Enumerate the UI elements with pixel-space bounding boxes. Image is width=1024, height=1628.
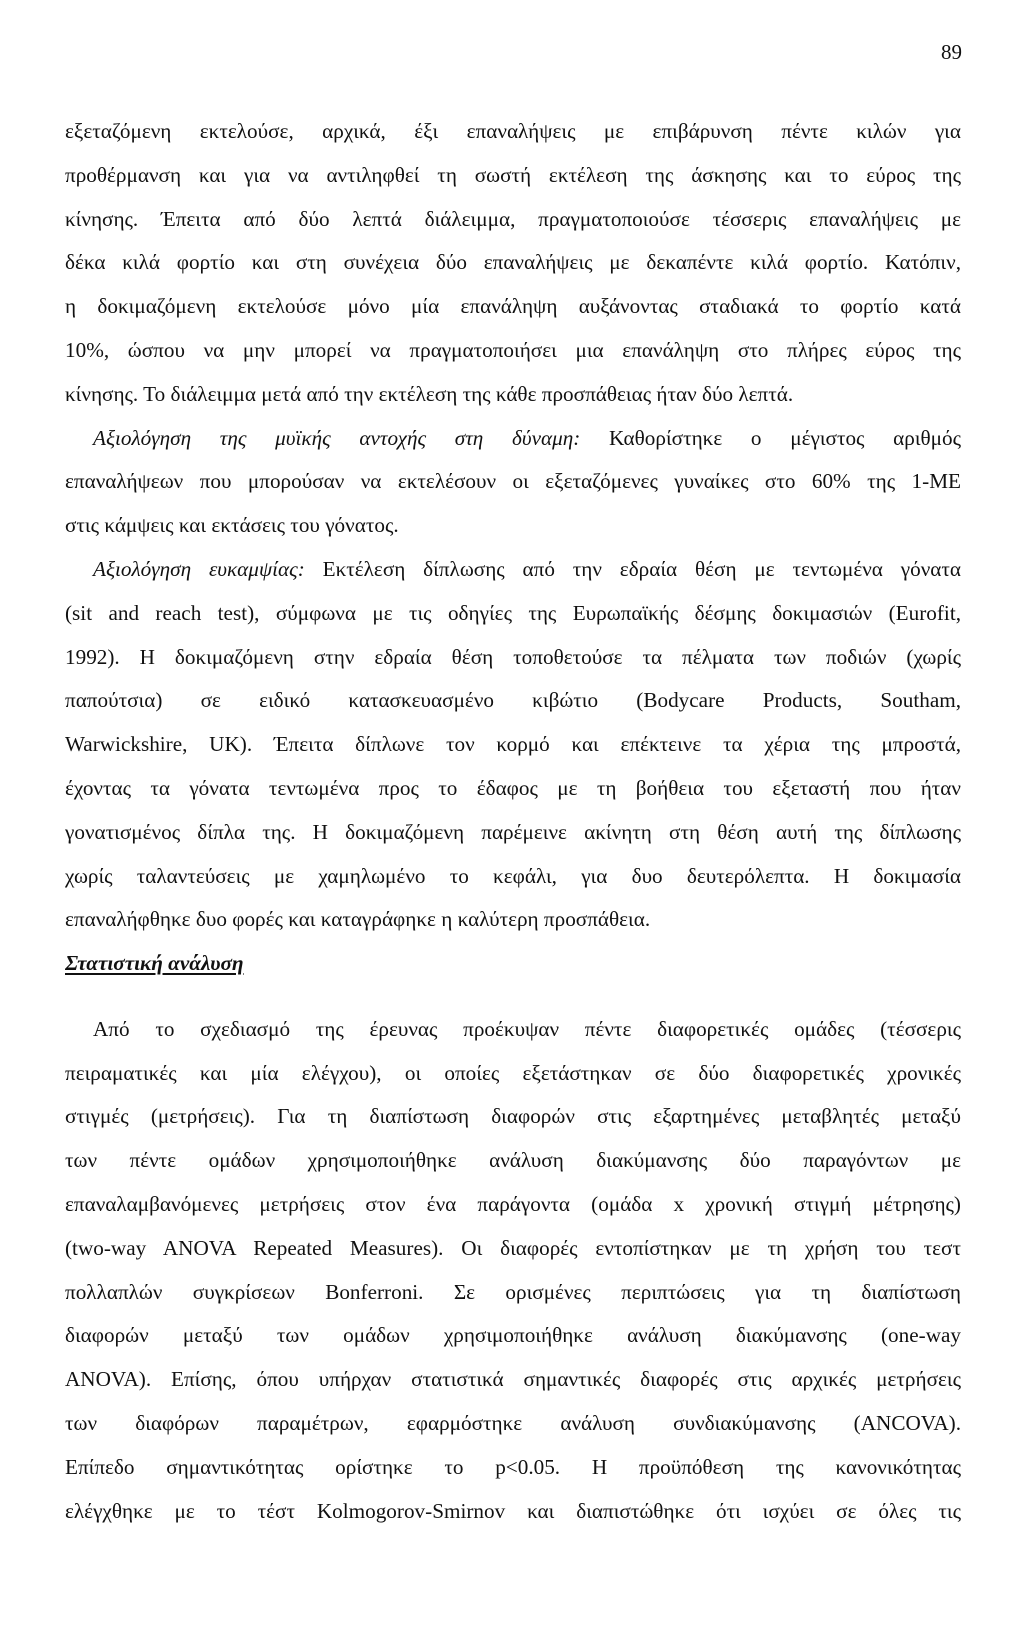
paragraph-lead-label: Αξιολόγηση ευκαμψίας:: [93, 556, 305, 581]
section-statistical-analysis: [65, 942, 961, 1533]
text-line: διαφορών μεταξύ των ομάδων χρησιμοποιήθηκε ανάλυση διακύμανσης (one-way: [65, 1323, 961, 1348]
text-line: ANOVA). Επίσης, όπου υπήρχαν στατιστικά σημαντικές διαφορές στις αρχικές μετρήσεις: [65, 1367, 961, 1392]
text-line: πειραματικές και μία ελέγχου), οι οποίες εξετάστηκαν σε δύο διαφορετικές χρονικές: [65, 1060, 961, 1085]
text-line: επαναλήψεων που μπορούσαν να εκτελέσουν οι εξεταζόμενες γυναίκες στο 60% της 1-ΜΕ: [65, 469, 961, 494]
paragraph-muscular-endurance: [65, 417, 961, 461]
paragraph-lead-label: Αξιολόγηση της μυϊκής αντοχής στη δύναμη:: [93, 425, 581, 450]
text-line: επαναλαμβανόμενες μετρήσεις στον ένα παράγοντα (ομάδα x χρονική στιγμή μέτρησης): [65, 1191, 961, 1216]
text-line: χωρίς ταλαντεύσεις με χαμηλωμένο το κεφάλι, για δυο δευτερόλεπτα. Η δοκιμασία: [65, 863, 961, 888]
page-number: 89: [941, 40, 962, 64]
text-line: κίνησης. Έπειτα από δύο λεπτά διάλειμμα, πραγματοποιούσε τέσσερις επαναλήψεις με: [65, 206, 961, 231]
text-line: εξεταζόμενη εκτελούσε, αρχικά, έξι επαναλήψεις με επιβάρυνση πέντε κιλών για: [65, 119, 961, 143]
text-line: ελέγχθηκε με το τέστ Kolmogorov-Smirnov και διαπιστώθηκε ότι ισχύει σε όλες τις: [65, 1498, 961, 1523]
text-line: παπούτσια) σε ειδικό κατασκευασμένο κιβώτιο (Bodycare Products, Southam,: [65, 688, 961, 713]
text-line: δέκα κιλά φορτίο και στη συνέχεια δύο επαναλήψεις με δεκαπέντε κιλά φορτίο. Κατόπιν,: [65, 250, 961, 275]
text-line: 10%, ώσπου να μην μπορεί να πραγματοποιήσει μια επανάληψη στο πλήρες εύρος της: [65, 337, 961, 362]
section-heading: Στατιστική ανάλυση: [65, 951, 244, 975]
text-line: Warwickshire, UK). Έπειτα δίπλωνε τον κορμό και επέκτεινε τα χέρια της μπροστά,: [65, 732, 961, 757]
text-line: (sit and reach test), σύμφωνα με τις οδηγίες της Ευρωπαϊκής δέσμης δοκιμασιών (Eurofit,: [65, 600, 961, 625]
text-line: γονατισμένος δίπλα της. Η δοκιμαζόμενη παρέμεινε ακίνητη στη θέση αυτή της δίπλωσης: [65, 819, 961, 844]
text-line: η δοκιμαζόμενη εκτελούσε μόνο μία επανάληψη αυξάνοντας σταδιακά το φορτίο κατά: [65, 294, 961, 319]
text-line: πολλαπλών συγκρίσεων Bonferroni. Σε ορισμένες περιπτώσεις για τη διαπίστωση: [65, 1279, 961, 1304]
text-line: Επίπεδο σημαντικότητας ορίστηκε το p<0.05. Η προϋπόθεση της κανονικότητας: [65, 1454, 961, 1479]
paragraph-flexibility: [65, 548, 961, 592]
text-line: στις κάμψεις και εκτάσεις του γόνατος.: [65, 513, 399, 538]
section-heading-line: [65, 942, 961, 986]
text-line: προθέρμανση και για να αντιληφθεί τη σωστή εκτέλεση της άσκησης και το εύρος της: [65, 162, 961, 187]
text-line: κίνησης. Το διάλειμμα μετά από την εκτέλεση της κάθε προσπάθειας ήταν δύο λεπτά.: [65, 381, 794, 406]
text-line: των διαφόρων παραμέτρων, εφαρμόστηκε ανάλυση συνδιακύμανσης (ANCOVA).: [65, 1410, 961, 1435]
text-line: Από το σχεδιασμό της έρευνας προέκυψαν πέντε διαφορετικές ομάδες (τέσσερις: [93, 1016, 961, 1041]
text-line: στιγμές (μετρήσεις). Για τη διαπίστωση διαφορών στις εξαρτημένες μεταβλητές μεταξύ: [65, 1104, 961, 1129]
text-fragment: Καθορίστηκε ο μέγιστος αριθμός: [609, 425, 961, 450]
text-line: 1992). Η δοκιμαζόμενη στην εδραία θέση τοποθετούσε τα πέλματα των ποδιών (χωρίς: [65, 644, 961, 669]
body-text-upper: [65, 110, 961, 942]
text-line: (two-way ANOVA Repeated Measures). Οι διαφορές εντοπίστηκαν με τη χρήση του τεστ: [65, 1235, 961, 1260]
text-line: επαναλήφθηκε δυο φορές και καταγράφηκε η καλύτερη προσπάθεια.: [65, 907, 651, 932]
text-line: έχοντας τα γόνατα τεντωμένα προς το έδαφος με τη βοήθεια του εξεταστή που ήταν: [65, 775, 961, 800]
text-line: των πέντε ομάδων χρησιμοποιήθηκε ανάλυση διακύμανσης δύο παραγόντων με: [65, 1148, 961, 1173]
text-fragment: Εκτέλεση δίπλωσης από την εδραία θέση με τεντωμένα γόνατα: [322, 556, 961, 581]
